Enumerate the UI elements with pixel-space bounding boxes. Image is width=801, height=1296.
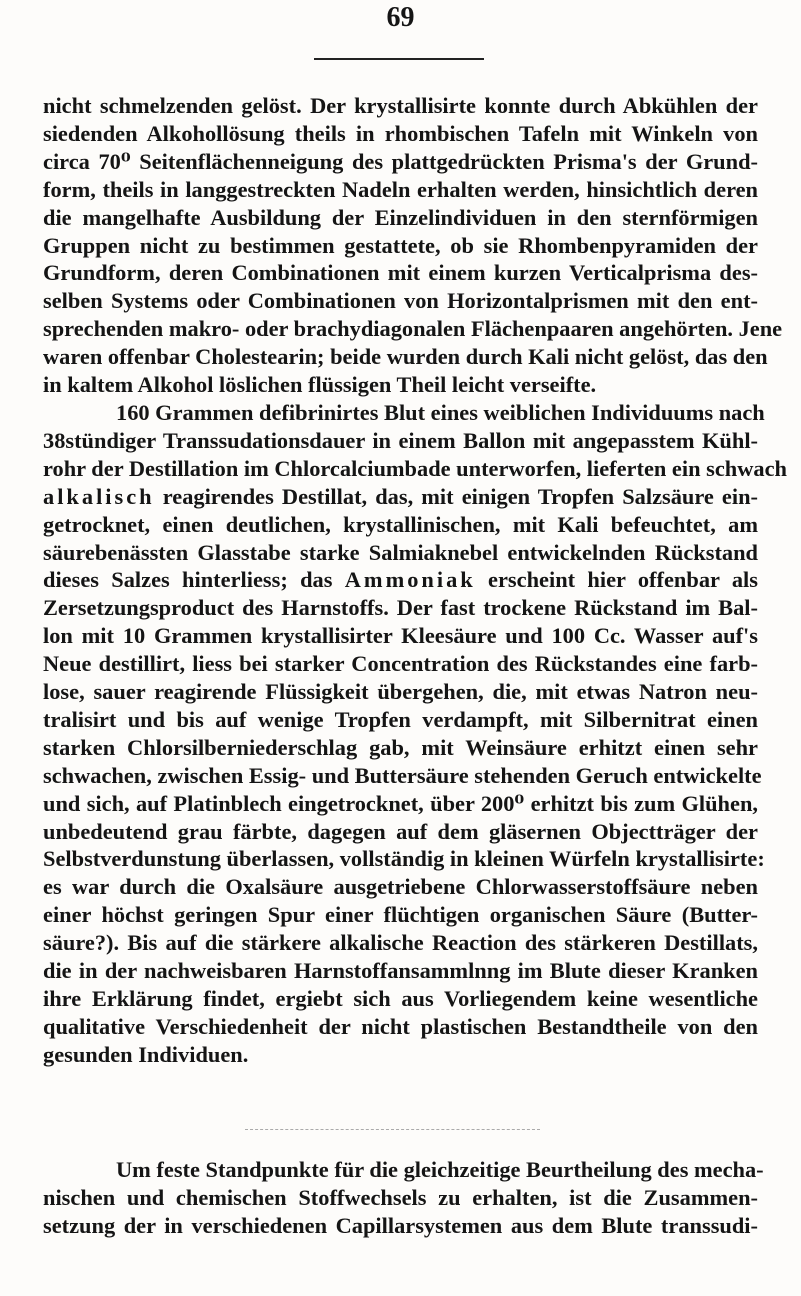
text-line: tralisirt und bis auf wenige Tropfen verdampft, mit Silbernitrat einen <box>43 706 758 732</box>
text-line: siedenden Alkohollösung theils in rhombischen Tafeln mit Winkeln von <box>43 120 758 146</box>
text-line: rohr der Destillation im Chlorcalciumbade unterworfen, lieferten ein schwach <box>43 455 787 481</box>
paragraph-1 <box>43 92 783 399</box>
text-line: getrocknet, einen deutlichen, krystallinischen, mit Kali befeuchtet, am <box>43 511 758 537</box>
text-line: form, theils in langgestreckten Nadeln erhalten werden, hinsichtlich deren <box>43 176 758 202</box>
text-line: nischen und chemischen Stoffwechsels zu erhalten, ist die Zusammen- <box>43 1184 758 1210</box>
header-rule <box>314 58 484 60</box>
text-line: schwachen, zwischen Essig- und Buttersäure stehenden Geruch entwickelte <box>43 762 762 788</box>
text-line: säure?). Bis auf die stärkere alkalische Reaction des stärkeren Destillats, <box>43 930 758 956</box>
text-line: Gruppen nicht zu bestimmen gestattete, ob sie Rhombenpyramiden der <box>43 232 758 258</box>
text-line: qualitative Verschiedenheit der nicht plastischen Bestandtheile von den <box>43 1013 758 1039</box>
text-line: lon mit 10 Grammen krystallisirter Kleesäure und 100 Cc. Wasser auf's <box>43 623 758 649</box>
text-line: Neue destillirt, liess bei starker Concentration des Rückstandes eine farb- <box>43 651 758 677</box>
emphasis-ammoniak: Ammoniak <box>344 567 476 593</box>
text-line: Selbstverdunstung überlassen, vollständig in kleinen Würfeln krystallisirte: <box>43 846 765 872</box>
text-line: selben Systems oder Combinationen von Horizontalprismen mit den ent- <box>43 288 758 314</box>
text-line: waren offenbar Cholestearin; beide wurden durch Kali nicht gelöst, das den <box>43 344 768 370</box>
text-line: Grundform, deren Combinationen mit einem kurzen Verticalprisma des- <box>43 260 758 286</box>
text-line: die in der nachweisbaren Harnstoffansammlnng im Blute dieser Kranken <box>43 958 758 984</box>
text-line: gesunden Individuen. <box>43 1041 249 1067</box>
text-line: nicht schmelzenden gelöst. Der krystallisirte konnte durch Abkühlen der <box>43 93 758 118</box>
text-line: 38stündiger Transsudationsdauer in einem Ballon mit angepasstem Kühl- <box>43 427 758 453</box>
section-divider <box>245 1129 540 1131</box>
text-line: einer höchst geringen Spur einer flüchtigen organischen Säure (Butter- <box>43 902 758 928</box>
text-line: starken Chlorsilberniederschlag gab, mit Weinsäure erhitzt einen sehr <box>43 734 758 760</box>
emphasis-alkalisch: alkalisch <box>43 483 155 509</box>
text-line: es war durch die Oxalsäure ausgetriebene Chlorwasserstoffsäure neben <box>43 874 758 900</box>
text-line: und sich, auf Platinblech eingetrocknet, über 200⁰ erhitzt bis zum Glühen, <box>43 790 758 816</box>
text-span: reagirendes Destillat, das, mit einigen Tropfen Salzsäure ein- <box>154 483 758 509</box>
text-line: circa 70⁰ Seitenflächenneigung des plattgedrückten Prisma's der Grund- <box>43 148 758 174</box>
text-line: in kaltem Alkohol löslichen flüssigen Theil leicht verseifte. <box>43 372 597 398</box>
text-line: setzung der in verschiedenen Capillarsystemen aus dem Blute transsudi- <box>43 1212 758 1238</box>
text-line <box>43 566 758 594</box>
text-line: Zersetzungsproduct des Harnstoffs. Der fast trockene Rückstand im Bal- <box>43 595 758 621</box>
text-line <box>43 483 758 511</box>
paragraph-3 <box>43 1156 764 1240</box>
text-line: sprechenden makro- oder brachydiagonalen Flächenpaaren angehörten. Jene <box>43 316 783 342</box>
text-line: 160 Grammen defibrinirtes Blut eines weiblichen Individuums nach <box>116 399 765 425</box>
text-span: erscheint hier offenbar als <box>475 567 758 593</box>
text-line: unbedeutend grau färbte, dagegen auf dem gläsernen Objectträger der <box>43 818 758 844</box>
text-line: ihre Erklärung findet, ergiebt sich aus Vorliegendem keine wesentliche <box>43 986 758 1011</box>
text-line: Um feste Standpunkte für die gleichzeitige Beurtheilung des mecha- <box>116 1157 764 1182</box>
text-span: dieses Salzes hinterliess; das <box>43 567 345 593</box>
page-number: 69 <box>386 2 415 33</box>
text-line: säurebenässten Glasstabe starke Salmiaknebel entwickelnden Rückstand <box>43 539 758 565</box>
text-line: lose, sauer reagirende Flüssigkeit übergehen, die, mit etwas Natron neu- <box>43 679 758 705</box>
paragraph-2 <box>43 399 787 1069</box>
text-line: die mangelhafte Ausbildung der Einzelindividuen in den sternförmigen <box>43 204 758 230</box>
main-text <box>43 92 787 1069</box>
